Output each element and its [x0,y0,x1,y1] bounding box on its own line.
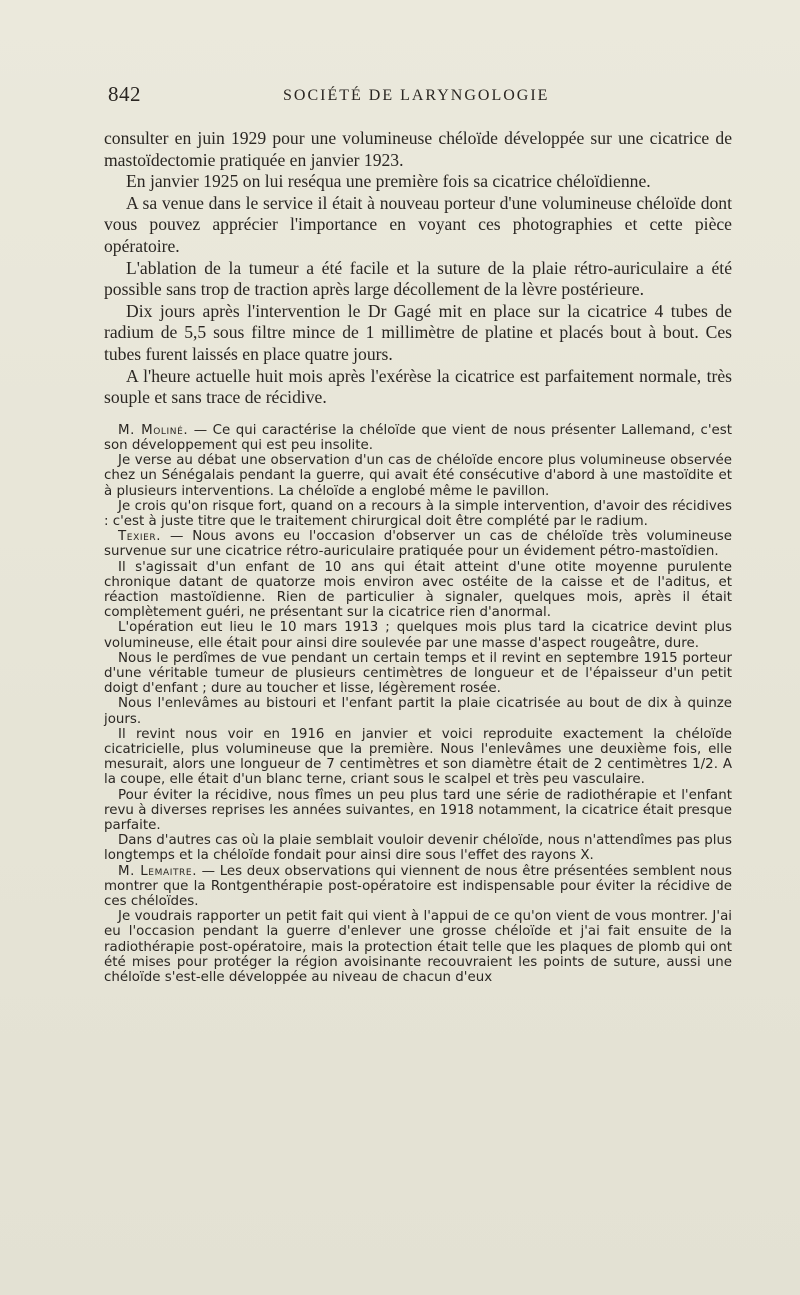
discussion-paragraph: Il s'agissait d'un enfant de 10 ans qui était atteint d'une otite moyenne purulente chronique datant de quatorze mois environ avec ostéite de la caisse et de l'aditus, et réaction mastoïdienne. Rien de particulier à signaler, quelques mois, après il était complètement guéri, ne présentant sur la cicatrice rien d'anormal. [104,559,732,621]
discussion-paragraph: Il revint nous voir en 1916 en janvier et voici reproduite exactement la chéloïde cicatricielle, plus volumineuse que la première. Nous l'enlevâmes une deuxième fois, elle mesurait, alors une longueur de 7 centimètres et son diamètre était de 2 centimètres 1/2. A la coupe, elle était d'un blanc terne, criant sous le scalpel et très peu vasculaire. [104,726,732,788]
page-header [108,82,722,112]
speaker-name: Texier. [118,529,162,545]
discussion-section [104,423,732,986]
discussion-paragraph: Nous l'enlevâmes au bistouri et l'enfant partit la plaie cicatrisée au bout de dix à quinze jours. [104,696,732,727]
paragraph: A sa venue dans le service il était à nouveau porteur d'une volumineuse chéloïde dont vous pouvez apprécier l'importance en voyant ces photographies et cette pièce opératoire. [104,192,732,256]
discussion-paragraph: Texier. — Nous avons eu l'occasion d'observer un cas de chéloïde très volumineuse survenue sur une cicatrice rétro-auriculaire pratiquée pour un évidement pétro-mastoïdien. [104,529,732,560]
speaker-name: M. Moliné. [118,422,189,438]
paragraph: consulter en juin 1929 pour une volumineuse chéloïde développée sur une cicatrice de mastoïdectomie pratiquée en janvier 1923. [104,128,732,170]
discussion-paragraph: Nous le perdîmes de vue pendant un certain temps et il revint en septembre 1915 porteur d'une véritable tumeur de plusieurs centimètres de longueur et de l'épaisseur d'un petit doigt d'enfant ; dure au toucher et lisse, légèrement rosée. [104,650,732,697]
main-text [104,128,732,409]
page-number: 842 [108,82,141,106]
discussion-paragraph: M. Moliné. — Ce qui caractérise la chéloïde que vient de nous présenter Lallemand, c'est son développement qui est peu insolite. [104,422,732,453]
page-body [104,128,732,985]
paragraph: A l'heure actuelle huit mois après l'exérèse la cicatrice est parfaitement normale, très souple et sans trace de récidive. [104,365,732,408]
discussion-paragraph: M. Lemaitre. — Les deux observations qui viennent de nous être présentées semblent nous montrer que la Rontgenthérapie post-opératoire est indispensable pour éviter la récidive de ces chéloïdes. [104,863,732,910]
running-title: SOCIÉTÉ DE LARYNGOLOGIE [283,87,550,104]
discussion-paragraph: Je crois qu'on risque fort, quand on a recours à la simple intervention, d'avoir des récidives : c'est à juste titre que le traitement chirurgical doit être complété par le radium. [104,498,732,529]
discussion-paragraph: Je voudrais rapporter un petit fait qui vient à l'appui de ce qu'on vient de vous montrer. J'ai eu l'occasion pendant la guerre d'enlever une grosse chéloïde et j'ai fait ensuite de la radiothérapie post-opératoire, mais la protection était telle que les plaques de plomb qui ont été mises pour protéger la région avoisinante recouvraient les points de suture, aussi une chéloïde s'est-elle développée au niveau de chacun d'eux [104,909,732,986]
discussion-paragraph: Je verse au débat une observation d'un cas de chéloïde encore plus volumineuse observée chez un Sénégalais pendant la guerre, qui avait été consécutive d'abord à une mastoïdite et à plusieurs interventions. La chéloïde a englobé même le pavillon. [104,453,732,499]
discussion-paragraph: Dans d'autres cas où la plaie semblait vouloir devenir chéloïde, nous n'attendîmes pas plus longtemps et la chéloïde fondait pour ainsi dire sous l'effet des rayons X. [104,833,732,864]
discussion-paragraph: Pour éviter la récidive, nous fîmes un peu plus tard une série de radiothérapie et l'enfant revu à diverses reprises les années suivantes, en 1918 notamment, la cicatrice était presque parfaite. [104,787,732,833]
paragraph: En janvier 1925 on lui reséqua une première fois sa cicatrice chéloïdienne. [126,171,651,192]
paragraph: L'ablation de la tumeur a été facile et la suture de la plaie rétro-auriculaire a été possible sans trop de traction après large décollement de la lèvre postérieure. [104,257,732,300]
paragraph: Dix jours après l'intervention le Dr Gagé mit en place sur la cicatrice 4 tubes de radium de 5,5 sous filtre mince de 1 millimètre de platine et placés bout à bout. Ces tubes furent laissés en place quatre jours. [104,300,732,364]
discussion-paragraph: L'opération eut lieu le 10 mars 1913 ; quelques mois plus tard la cicatrice devint plus volumineuse, elle était pour ainsi dire soulevée par une masse d'aspect rougeâtre, dure. [104,620,732,651]
speaker-name: M. Lemaitre. [118,863,198,879]
